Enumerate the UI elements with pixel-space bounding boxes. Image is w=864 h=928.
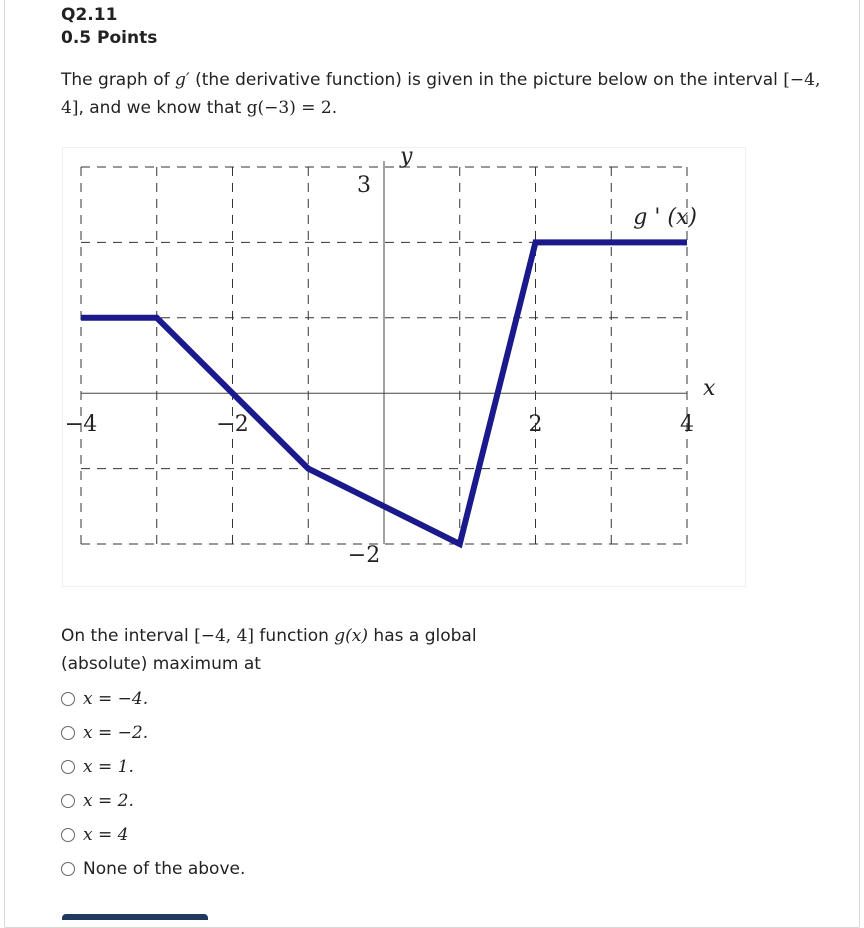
prompt-text-2: (the derivative function) is given in the picture below on the interval [189, 70, 784, 90]
option-label: x = 2. [83, 791, 134, 811]
option-label: None of the above. [83, 859, 246, 879]
sub-text-3: has a global (absolute) maximum at [61, 626, 477, 674]
question-prompt [61, 66, 841, 122]
y-axis-label: y [400, 148, 413, 169]
option-x-2[interactable] [61, 784, 245, 818]
option-label: x = −2. [83, 723, 149, 743]
prompt-end: . [331, 98, 338, 118]
answer-options [61, 682, 245, 886]
sub-func: g(x) [334, 626, 369, 646]
y-tick-label: −2 [347, 543, 381, 568]
option-label: x = 1. [83, 757, 134, 777]
prompt-gprime: g′ [174, 70, 190, 90]
radio-icon[interactable] [61, 862, 75, 876]
sub-text-1: On the interval [61, 626, 195, 646]
radio-icon[interactable] [61, 726, 75, 740]
option-x-minus-4[interactable] [61, 682, 245, 716]
option-x-1[interactable] [61, 750, 245, 784]
curve-label: g ' (x) [633, 205, 697, 231]
radio-icon[interactable] [61, 828, 75, 842]
x-tick-label: 4 [680, 412, 694, 438]
prompt-condition: g(−3) = 2 [246, 98, 332, 118]
option-none[interactable] [61, 852, 245, 886]
x-tick-label: −4 [64, 412, 98, 438]
question-id: Q2.11 [61, 5, 118, 25]
radio-icon[interactable] [61, 760, 75, 774]
derivative-graph-svg [63, 148, 747, 588]
prompt-interval: [−4, 4] [61, 70, 821, 118]
option-label: x = −4. [83, 689, 149, 709]
option-label: x = 4 [83, 825, 129, 845]
y-tick-label: 3 [357, 173, 371, 198]
prompt-text-3: , and we know that [78, 98, 247, 118]
submit-button[interactable] [62, 914, 208, 920]
x-tick-label: 2 [528, 412, 543, 438]
x-axis-label: x [703, 376, 716, 402]
x-tick-label: −2 [216, 412, 249, 438]
option-x-minus-2[interactable] [61, 716, 245, 750]
sub-text-2: function [254, 626, 335, 646]
option-x-4[interactable] [61, 818, 245, 852]
prompt-text-1: The graph of [61, 70, 175, 90]
sub-question [61, 622, 481, 678]
radio-icon[interactable] [61, 794, 75, 808]
radio-icon[interactable] [61, 692, 75, 706]
sub-interval: [−4, 4] [194, 626, 255, 646]
derivative-graph [62, 147, 746, 587]
question-points: 0.5 Points [61, 28, 158, 48]
